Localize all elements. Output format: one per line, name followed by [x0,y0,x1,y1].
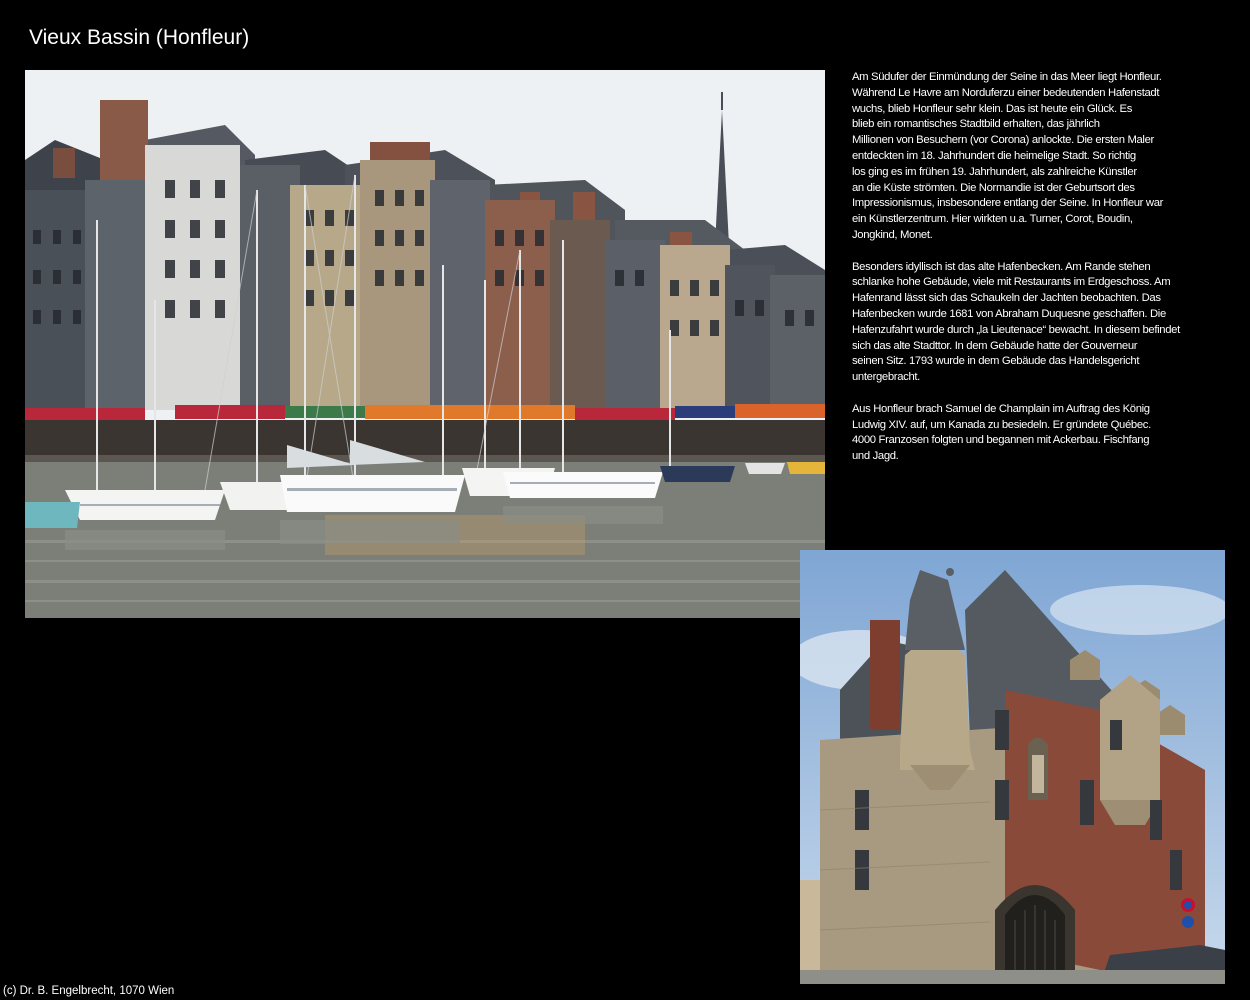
paragraph-history: Am Südufer der Einmündung der Seine in das Meer liegt Honfleur. Während Le Havre am Norduferzu einer bedeutenden Hafenstadt wuchs, blieb Honfleur sehr klein. Das ist heute ein Glück. Es blieb ein romantisches Stadtbild erhalten, das jährlich Millionen von Besuchern (vor Corona) anlockte. Die ersten Maler entdeckten im 18. Jahrhundert die heimelige Stadt. So richtig los ging es im frühen 19. Jahrhundert, als zahlreiche Künstler an die Küste strömten. Die Normandie ist der Geburtsort des Impressionismus, insbesondere entlang der Seine. In Honfleur war ein Künstlerzentrum. Hier wirkten u.a. Turner, Corot, Boudin, Jongkind, Monet. [852,71,1164,241]
copyright-footer: (c) Dr. B. Engelbrecht, 1070 Wien [3,985,175,997]
harbor-photo-illustration [25,70,825,618]
lieutenance-photo [800,550,1225,984]
harbor-photo [25,70,825,618]
lieutenance-photo-illustration [800,550,1225,984]
page-title: Vieux Bassin (Honfleur) [29,26,250,49]
paragraph-champlain: Aus Honfleur brach Samuel de Champlain im Auftrag des König Ludwig XIV. auf, um Kanada zu besiedeln. Er gründete Québec. 4000 Franzosen folgten und begannen mit Ackerbau. Fischfang und Jagd. [852,402,1151,463]
paragraph-harbor: Besonders idyllisch ist das alte Hafenbecken. Am Rande stehen schlanke hohe Gebäude, viele mit Restaurants im Erdgeschoss. Am Hafenrand lässt sich das Schaukeln der Jachten beobachten. Das Hafenbecken wurde 1681 von Abraham Duquesne geschaffen. Die Hafenzufahrt wurde durch „la Lieutenace“ bewacht. In diesem befindet sich das alte Stadttor. In dem Gebäude hatte der Gouverneur seinen Sitz. 1793 wurde in dem Gebäude das Handelsgericht untergebracht. [852,260,1180,384]
description-text [852,70,1232,481]
